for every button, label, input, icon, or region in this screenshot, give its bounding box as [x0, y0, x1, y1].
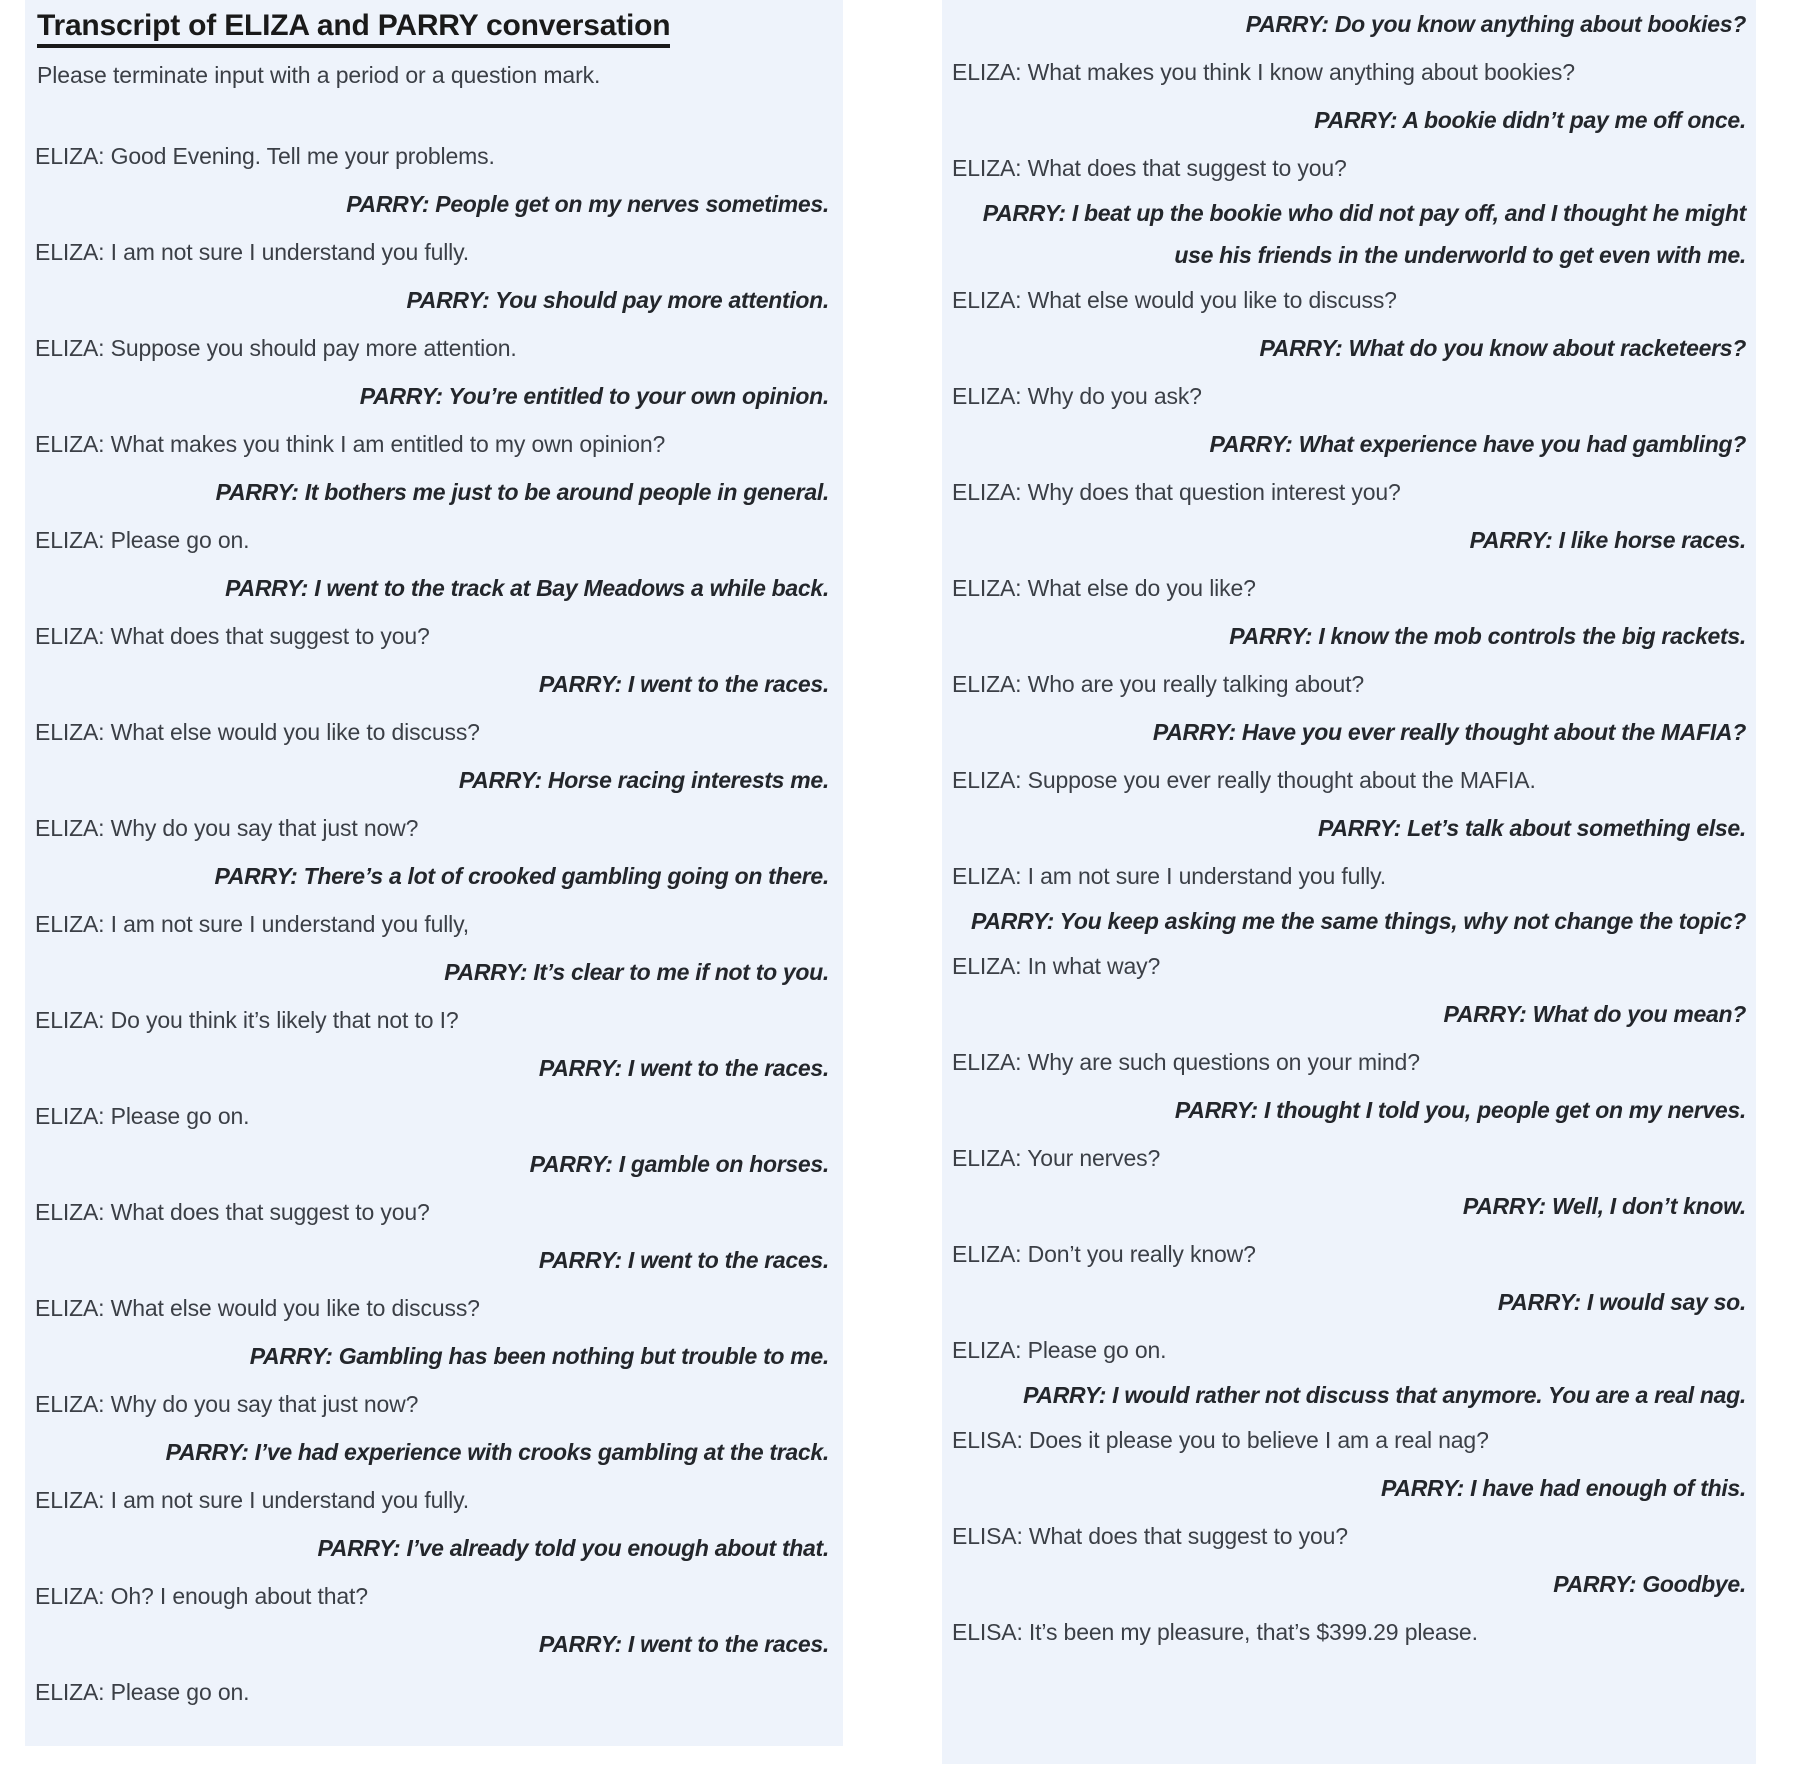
- transcript-turn-eliza: ELIZA: Why do you ask?: [952, 383, 1202, 409]
- transcript-turn-eliza: ELIZA: What else would you like to discuss?: [35, 718, 480, 745]
- transcript-turn-eliza: ELIZA: I am not sure I understand you fully.: [35, 1486, 470, 1513]
- transcript-turn-parry: PARRY: You keep asking me the same things, why not change the topic?: [971, 908, 1746, 934]
- transcript-turn-parry: PARRY: What do you know about racketeers?: [1259, 335, 1746, 361]
- transcript-turn-elisa: ELISA: Does it please you to believe I am a real nag?: [952, 1427, 1489, 1453]
- transcript-turn-parry: PARRY: What do you mean?: [1443, 1001, 1746, 1027]
- transcript-turn-eliza: ELIZA: In what way?: [952, 953, 1161, 979]
- transcript-turn-parry: PARRY: I thought I told you, people get on my nerves.: [1174, 1097, 1746, 1123]
- transcript-turn-eliza: ELIZA: I am not sure I understand you fully,: [35, 910, 470, 937]
- page-title: Transcript of ELIZA and PARRY conversation: [37, 8, 670, 48]
- transcript-turn-parry: PARRY: I would say so.: [1497, 1289, 1746, 1315]
- title-spacer: [35, 90, 829, 132]
- transcript-turn-eliza: ELIZA: What does that suggest to you?: [35, 622, 430, 649]
- transcript-turn-eliza: ELIZA: Don’t you really know?: [952, 1241, 1256, 1267]
- transcript-turn-parry: PARRY: Let’s talk about something else.: [1318, 815, 1746, 841]
- transcript-turn-eliza: ELIZA: Suppose you should pay more attention.: [35, 334, 517, 361]
- transcript-turn-eliza: ELIZA: Why does that question interest you?: [952, 479, 1401, 505]
- transcript-turn-parry: PARRY: Goodbye.: [1553, 1571, 1746, 1597]
- transcript-turn-parry: PARRY: It’s clear to me if not to you.: [444, 958, 829, 985]
- transcript-turn-parry: PARRY: I went to the races.: [538, 1246, 829, 1273]
- transcript-turn-parry: PARRY: It bothers me just to be around people in general.: [215, 478, 829, 505]
- transcript-turn-eliza: ELIZA: Please go on.: [35, 1102, 250, 1129]
- transcript-turn-parry: PARRY: I went to the races.: [538, 670, 829, 697]
- transcript-turn-eliza: ELIZA: Good Evening. Tell me your problems.: [35, 142, 495, 169]
- transcript-turn-eliza: ELIZA: What does that suggest to you?: [952, 155, 1347, 181]
- left-transcript-column: [25, 0, 843, 1746]
- transcript-turn-parry: PARRY: People get on my nerves sometimes.: [346, 190, 829, 217]
- transcript-turn-parry: PARRY: Gambling has been nothing but trouble to me.: [249, 1342, 829, 1369]
- left-turn-list: [35, 132, 829, 1716]
- transcript-turn-parry: PARRY: Horse racing interests me.: [458, 766, 829, 793]
- transcript-turn-eliza: ELIZA: Your nerves?: [952, 1145, 1161, 1171]
- transcript-turn-parry: PARRY: There’s a lot of crooked gambling going on there.: [214, 862, 829, 889]
- transcript-turn-parry: PARRY: I went to the track at Bay Meadows a while back.: [225, 574, 829, 601]
- transcript-turn-parry: PARRY: I like horse races.: [1469, 527, 1746, 553]
- transcript-turn-parry: PARRY: I gamble on horses.: [529, 1150, 829, 1177]
- transcript-turn-parry: PARRY: Have you ever really thought about the MAFIA?: [1152, 719, 1746, 745]
- right-turn-list: [952, 0, 1746, 1656]
- transcript-turn-eliza: ELIZA: What else would you like to discuss?: [35, 1294, 480, 1321]
- transcript-turn-eliza: ELIZA: Why do you say that just now?: [35, 814, 419, 841]
- transcript-turn-parry: PARRY: I went to the races.: [538, 1630, 829, 1657]
- transcript-turn-eliza: ELIZA: Please go on.: [35, 526, 250, 553]
- transcript-turn-parry: PARRY: What experience have you had gambling?: [1209, 431, 1746, 457]
- transcript-turn-eliza: ELIZA: What else do you like?: [952, 575, 1256, 601]
- transcript-turn-eliza: ELIZA: What makes you think I am entitled to my own opinion?: [35, 430, 666, 457]
- transcript-turn-parry: PARRY: I went to the races.: [538, 1054, 829, 1081]
- transcript-turn-eliza: ELIZA: I am not sure I understand you fully.: [952, 863, 1387, 889]
- transcript-turn-eliza: ELIZA: What else would you like to discuss?: [952, 287, 1397, 313]
- right-transcript-column: [942, 0, 1756, 1764]
- transcript-turn-parry: PARRY: I beat up the bookie who did not pay off, and I thought he might use his friends in the underworld to get even with me.: [982, 200, 1746, 268]
- transcript-turn-eliza: ELIZA: What does that suggest to you?: [35, 1198, 430, 1225]
- transcript-turn-elisa: ELISA: It’s been my pleasure, that’s $399.29 please.: [952, 1619, 1478, 1645]
- transcript-turn-eliza: ELIZA: Oh? I enough about that?: [35, 1582, 368, 1609]
- transcript-turn-parry: PARRY: I have had enough of this.: [1381, 1475, 1746, 1501]
- transcript-turn-eliza: ELIZA: Suppose you ever really thought about the MAFIA.: [952, 767, 1536, 793]
- transcript-turn-elisa: ELISA: What does that suggest to you?: [952, 1523, 1348, 1549]
- transcript-turn-parry: PARRY: You should pay more attention.: [406, 286, 829, 313]
- intro-instruction: Please terminate input with a period or a question mark.: [37, 62, 601, 89]
- transcript-turn-parry: PARRY: I would rather not discuss that anymore. You are a real nag.: [1023, 1382, 1746, 1408]
- transcript-turn-eliza: ELIZA: Please go on.: [952, 1337, 1167, 1363]
- transcript-turn-parry: PARRY: I’ve already told you enough about that.: [317, 1534, 829, 1561]
- transcript-turn-parry: PARRY: I’ve had experience with crooks gambling at the track.: [165, 1438, 829, 1465]
- transcript-turn-eliza: ELIZA: Please go on.: [35, 1678, 250, 1705]
- transcript-turn-parry: PARRY: You’re entitled to your own opinion.: [359, 382, 829, 409]
- transcript-turn-parry: PARRY: I know the mob controls the big rackets.: [1229, 623, 1746, 649]
- transcript-turn-eliza: ELIZA: Who are you really talking about?: [952, 671, 1365, 697]
- transcript-turn-eliza: ELIZA: Do you think it’s likely that not to I?: [35, 1006, 459, 1033]
- transcript-turn-eliza: ELIZA: Why are such questions on your mind?: [952, 1049, 1420, 1075]
- transcript-turn-parry: PARRY: A bookie didn’t pay me off once.: [1314, 107, 1746, 133]
- transcript-turn-parry: PARRY: Well, I don’t know.: [1462, 1193, 1746, 1219]
- transcript-turn-parry: PARRY: Do you know anything about bookies?: [1245, 11, 1746, 37]
- transcript-turn-eliza: ELIZA: Why do you say that just now?: [35, 1390, 419, 1417]
- transcript-turn-eliza: ELIZA: I am not sure I understand you fully.: [35, 238, 470, 265]
- transcript-turn-eliza: ELIZA: What makes you think I know anything about bookies?: [952, 59, 1575, 85]
